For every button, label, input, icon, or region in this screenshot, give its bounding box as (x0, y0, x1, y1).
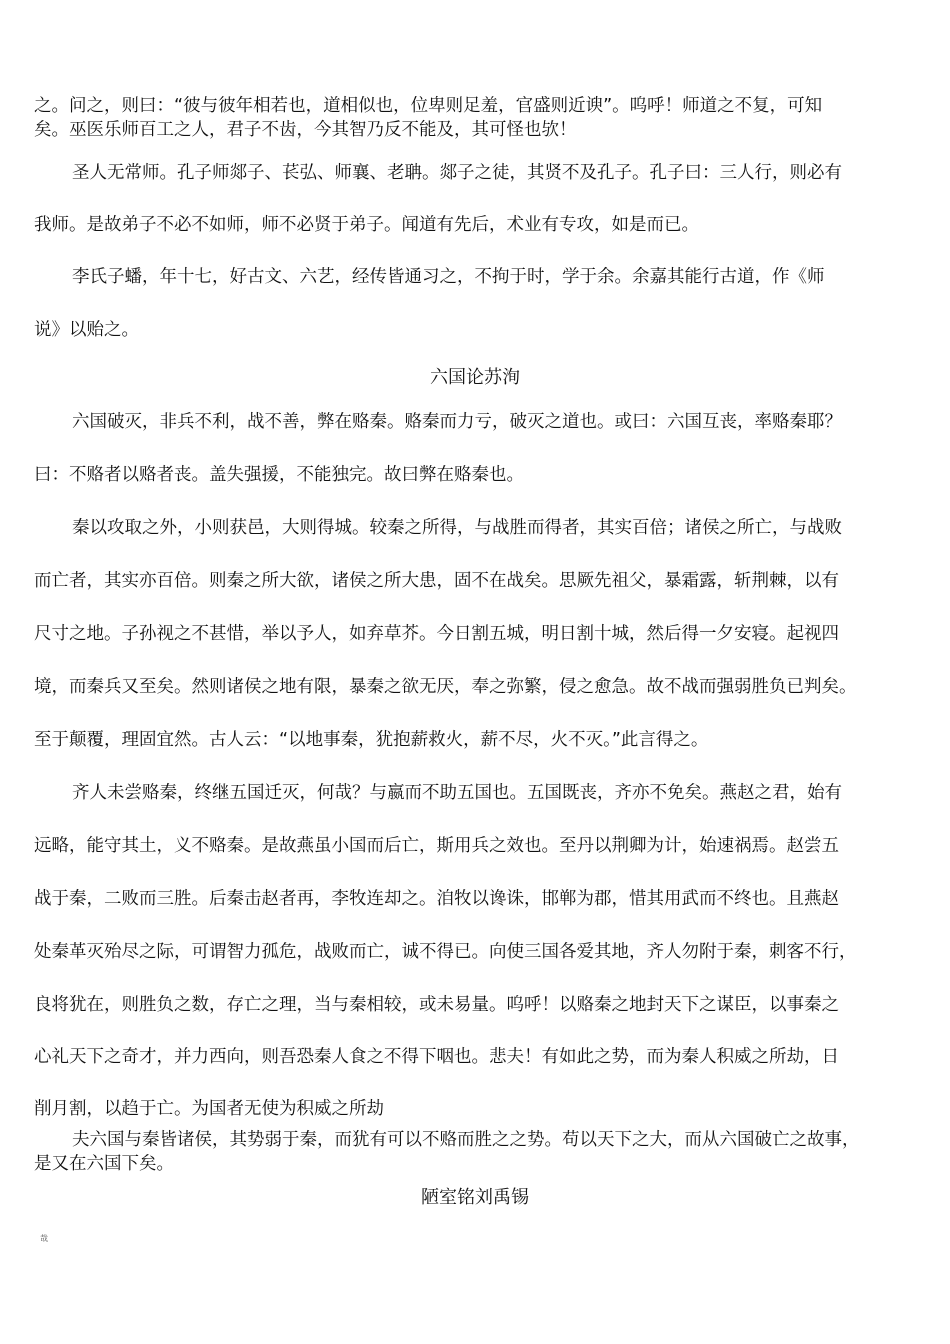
liuguolun-para2-line3: 尺寸之地。子孙视之不甚惜，举以予人，如弃草芥。今日割五城，明日割十城，然后得一夕安寝。起视四 (34, 624, 839, 644)
liuguolun-para4-line2: 是又在六国下矣。 (34, 1154, 174, 1174)
footer-mark: 哉 (40, 1234, 48, 1243)
liuguolun-para1-line1: 六国破灭，非兵不利，战不善，弊在赂秦。赂秦而力亏，破灭之道也。或曰：六国互丧，率赂秦耶？ (72, 412, 842, 432)
liuguolun-para2-line5: 至于颠覆，理固宜然。古人云：“以地事秦，犹抱薪救火，薪不尽，火不灭。”此言得之。 (34, 730, 709, 750)
liuguolun-para3-line4: 处秦革灭殆尽之际，可谓智力孤危，战败而亡，诚不得已。向使三国各爱其地，齐人勿附于秦，刺客不行， (34, 942, 857, 962)
shishuo-para3-line1: 李氏子蟠，年十七，好古文、六艺，经传皆通习之，不拘于时，学于余。余嘉其能行古道，作《师 (72, 267, 825, 287)
liuguolun-para3-line6: 心礼天下之奇才，并力西向，则吾恐秦人食之不得下咽也。悲夫！有如此之势，而为秦人积威之所劫，日 (34, 1047, 839, 1067)
liuguolun-title: 六国论苏洵 (430, 367, 520, 388)
liuguolun-para3-line1: 齐人未尝赂秦，终继五国迁灭，何哉？与嬴而不助五国也。五国既丧，齐亦不免矣。燕赵之君，始有 (72, 783, 842, 803)
loushiming-title: 陋室铭刘禹锡 (421, 1187, 529, 1208)
shishuo-para2-line1: 圣人无常师。孔子师郯子、苌弘、师襄、老聃。郯子之徒，其贤不及孔子。孔子曰：三人行，则必有 (72, 163, 842, 183)
liuguolun-para1-line2: 曰：不赂者以赂者丧。盖失强援，不能独完。故曰弊在赂秦也。 (34, 465, 524, 485)
liuguolun-para3-line7: 削月割，以趋于亡。为国者无使为积威之所劫 (34, 1099, 384, 1119)
liuguolun-para2-line2: 而亡者，其实亦百倍。则秦之所大欲，诸侯之所大患，固不在战矣。思厥先祖父，暴霜露，斩荆棘，以有 (34, 571, 839, 591)
shishuo-para1-line1: 之。问之，则曰：“彼与彼年相若也，道相似也，位卑则足羞，官盛则近谀”。呜呼！师道之不复，可知 (34, 96, 823, 116)
shishuo-para2-line2: 我师。是故弟子不必不如师，师不必贤于弟子。闻道有先后，术业有专攻，如是而已。 (34, 215, 699, 235)
liuguolun-para4-line1: 夫六国与秦皆诸侯，其势弱于秦，而犹有可以不赂而胜之之势。苟以天下之大，而从六国破亡之故事， (72, 1130, 860, 1150)
liuguolun-para3-line2: 远略，能守其土，义不赂秦。是故燕虽小国而后亡，斯用兵之效也。至丹以荆卿为计，始速祸焉。赵尝五 (34, 836, 839, 856)
liuguolun-para2-line1: 秦以攻取之外，小则获邑，大则得城。较秦之所得，与战胜而得者，其实百倍；诸侯之所亡，与战败 (72, 518, 842, 538)
shishuo-para1-line2: 矣。巫医乐师百工之人，君子不齿，今其智乃反不能及，其可怪也欤！ (34, 120, 577, 140)
liuguolun-para3-line5: 良将犹在，则胜负之数，存亡之理，当与秦相较，或未易量。呜呼！以赂秦之地封天下之谋臣，以事秦之 (34, 995, 839, 1015)
liuguolun-para3-line3: 战于秦，二败而三胜。后秦击赵者再，李牧连却之。洎牧以谗诛，邯郸为郡，惜其用武而不终也。且燕赵 (34, 889, 839, 909)
shishuo-para3-line2: 说》以贻之。 (34, 320, 139, 340)
liuguolun-para2-line4: 境，而秦兵又至矣。然则诸侯之地有限，暴秦之欲无厌，奉之弥繁，侵之愈急。故不战而强弱胜负已判矣。 (34, 677, 857, 697)
